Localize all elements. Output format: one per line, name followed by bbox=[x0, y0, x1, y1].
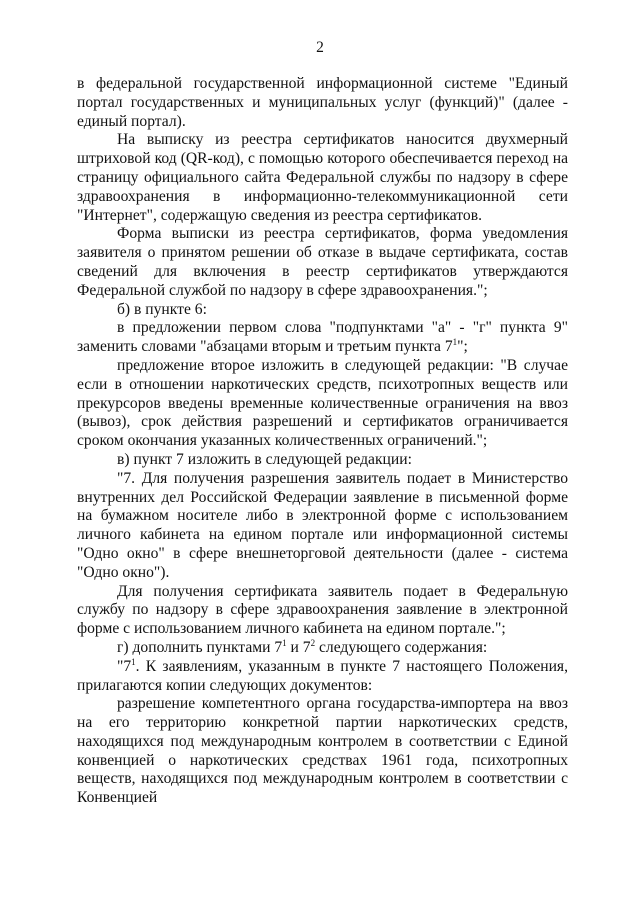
paragraph-4: б) в пункте 6: bbox=[117, 300, 207, 318]
paragraph-6: предложение второе изложить в следующей редакции: "В случае если в отношении наркотических средств, психотропных веществ или прекурсоров введены временные количественные ограничения на ввоз (вывоз), срок действия разрешений и сертификатов ограничивается сроком окончания указанных количественных ограничений."; bbox=[77, 356, 568, 450]
paragraph-12: разрешение компетентного органа государства-импортера на ввоз на его территорию конкретной партии наркотических средств, находящихся под международным контролем в соответствии с Единой конвенцией о наркотических средствах 1961 года, психотропных веществ, находящихся под международным контролем в соответствии с Конвенцией bbox=[77, 695, 568, 807]
superscript: 2 bbox=[310, 637, 316, 648]
paragraph-1: в федеральной государственной информационной системе "Единый портал государственных и муниципальных услуг (функций)" (далее - единый портал). bbox=[77, 75, 568, 130]
paragraph-10: г) дополнить пунктами $7^1$ и $7^2$ следующего содержания: bbox=[117, 637, 488, 656]
page-number: 2 bbox=[316, 39, 324, 56]
paragraph-11: "$7^1$. К заявлениям, указанным в пункте 7 настоящего Положения, прилагаются копии следующих документов: bbox=[77, 656, 568, 694]
paragraph-7: в) пункт 7 изложить в следующей редакции: bbox=[117, 450, 412, 468]
superscript: 1 bbox=[131, 656, 136, 667]
superscript: 1 bbox=[282, 637, 287, 648]
document-body bbox=[77, 75, 568, 808]
paragraph-9: Для получения сертификата заявитель подает в Федеральную службу по надзору в сфере здравоохранения заявление в электронной форме с использованием личного кабинета на едином портале."; bbox=[77, 582, 568, 638]
paragraph-2: На выписку из реестра сертификатов наносится двухмерный штриховой код (QR-код), с помощью которого обеспечивается переход на страницу официального сайта Федеральной службы по надзору в сфере здравоохранения в информационно-телекоммуникационной сети "Интернет", содержащую сведения из реестра сертификатов. bbox=[77, 131, 568, 224]
paragraph-3: Форма выписки из реестра сертификатов, форма уведомления заявителя о принятом решении об отказе в выдаче сертификата, состав сведений для включения в реестр сертификатов утверждаются Федеральной службой по надзору в сфере здравоохранения."; bbox=[77, 225, 568, 299]
paragraph-5: в предложении первом слова "подпунктами "а" - "г" пункта 9" заменить словами "абзацами вторым и третьим пункта $7^1$"; bbox=[77, 319, 568, 356]
paragraph-8: "7. Для получения разрешения заявитель подает в Министерство внутренних дел Российской Федерации заявление в письменной форме на бумажном носителе либо в электронной форме с использованием личного кабинета на едином портале или информационной системы "Одно окно" в сфере внешнеторговой деятельности (далее - система "Одно окно"). bbox=[77, 469, 568, 581]
superscript: 1 bbox=[452, 337, 458, 348]
